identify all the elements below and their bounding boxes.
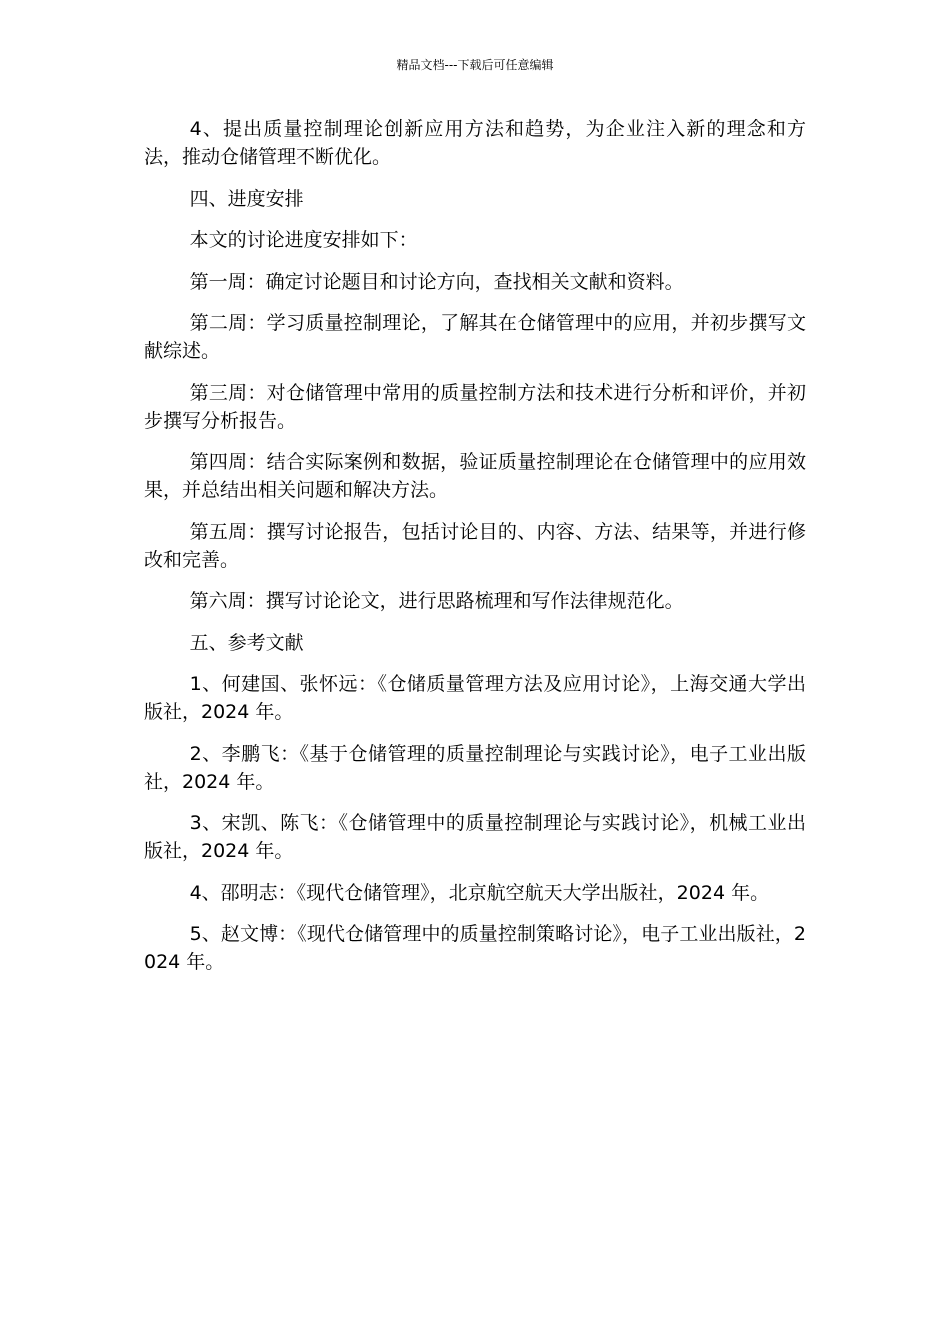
paragraph-goal-4: 4、提出质量控制理论创新应用方法和趋势，为企业注入新的理念和方法，推动仓储管理不断优化。 (144, 118, 806, 168)
document-body (144, 115, 806, 990)
schedule-week-1: 第一周：确定讨论题目和讨论方向，查找相关文献和资料。 (189, 270, 684, 293)
schedule-week-4: 第四周：结合实际案例和数据，验证质量控制理论在仓储管理中的应用效果，并总结出相关问题和解决方法。 (144, 451, 806, 501)
section-heading-references: 五、参考文献 (189, 631, 304, 654)
reference-item-2: 2、李鹏飞：《基于仓储管理的质量控制理论与实践讨论》，电子工业出版社，2024 年。 (144, 742, 806, 793)
paragraph-schedule-intro: 本文的讨论进度安排如下： (189, 229, 418, 251)
reference-item-3: 3、宋凯、陈飞：《仓储管理中的质量控制理论与实践讨论》，机械工业出版社，2024 年。 (144, 812, 806, 862)
page-header: 精品文档---下载后可任意编辑 (396, 58, 554, 72)
reference-item-4: 4、邵明志：《现代仓储管理》，北京航空航天大学出版社，2024 年。 (189, 881, 770, 904)
section-heading-schedule: 四、进度安排 (189, 187, 304, 210)
reference-item-5: 5、赵文博：《现代仓储管理中的质量控制策略讨论》，电子工业出版社，2024 年。 (144, 923, 806, 973)
reference-item-1: 1、何建国、张怀远：《仓储质量管理方法及应用讨论》，上海交通大学出版社，2024 年。 (144, 673, 806, 723)
schedule-week-2: 第二周：学习质量控制理论，了解其在仓储管理中的应用，并初步撰写文献综述。 (144, 312, 806, 362)
schedule-week-5: 第五周：撰写讨论报告，包括讨论目的、内容、方法、结果等，并进行修改和完善。 (144, 520, 806, 571)
schedule-week-3: 第三周：对仓储管理中常用的质量控制方法和技术进行分析和评价，并初步撰写分析报告。 (144, 381, 806, 432)
schedule-week-6: 第六周：撰写讨论论文，进行思路梳理和写作法律规范化。 (189, 590, 684, 612)
